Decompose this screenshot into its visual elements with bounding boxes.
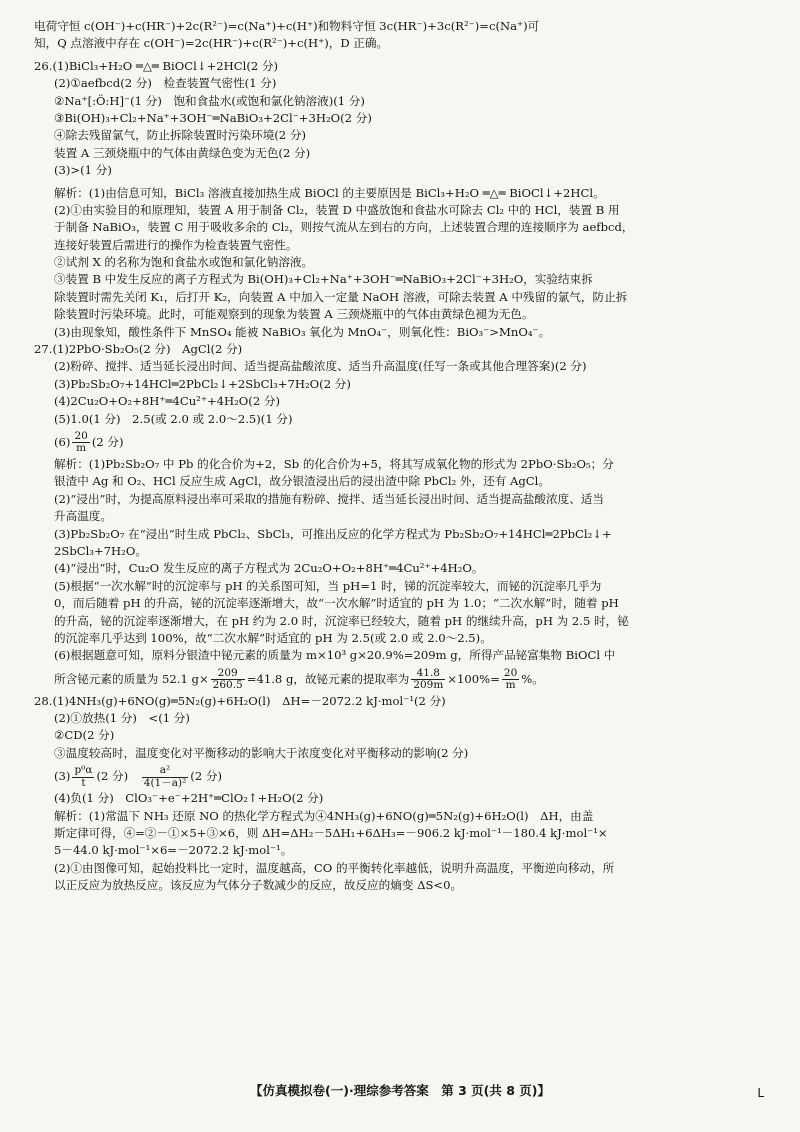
analysis-line: 除装置时需先关闭 K₁，后打开 K₂，向装置 A 中加入一定量 NaOH 溶液，可除去装置 A 中残留的氯气，防止拆 (54, 289, 628, 304)
text-line: (3)>(1 分) (54, 163, 112, 178)
text-line: 电荷守恒 c(OH⁻)+c(HR⁻)+2c(R²⁻)=c(Na⁺)+c(H⁺)和物料守恒 3c(HR⁻)+3c(R²⁻)=c(Na⁺)可 (34, 19, 540, 33)
analysis-line-fraction: 所含铋元素的质量为 52.1 g× $\frac{209}{260.5}$ =41.8 g，故铋元素的提取率为 $\frac{41.8}{209m}$ ×100%= $\frac{20}{m}$ %。 (54, 666, 544, 692)
analysis-line: 连接好装置后需进行的操作为检查装置气密性。 (54, 237, 298, 252)
analysis-line: 的沉淀率几乎达到 100%，故“二次水解”时适宜的 pH 为 2.5(或 2.0 或 2.0～2.5)。 (54, 630, 492, 645)
text-line: (4)负(1 分) ClO₃⁻+e⁻+2H⁺═ClO₂↑+H₂O(2 分) (54, 791, 324, 806)
analysis-line: 除装置时污染环境。此时，可能观察到的现象为装置 A 三颈烧瓶中的气体由黄绿色褪为无色。 (54, 307, 534, 322)
q26-heading: 26.(1)BiCl₃+H₂O ═△═ BiOCl↓+2HCl(2 分) (34, 58, 279, 73)
q28-heading: 28.(1)4NH₃(g)+6NO(g)═5N₂(g)+6H₂O(l) ΔH=－2072.2 kJ·mol⁻¹(2 分) (34, 693, 446, 708)
corner-mark: L (757, 1086, 764, 1100)
analysis-line: (6)根据题意可知，原料分银渣中铋元素的质量为 m×10³ g×20.9%=209m g，所得产品铋富集物 BiOCl 中 (54, 648, 616, 663)
fraction: $\frac{41.8}{209m}$ (413, 666, 444, 692)
text-line: (4)2Cu₂O+O₂+8H⁺═4Cu²⁺+4H₂O(2 分) (54, 394, 280, 409)
analysis-line: 以正反应为放热反应。该反应为气体分子数减少的反应，故反应的熵变 ΔS<0。 (54, 878, 463, 893)
text-line: (2)①aefbcd(2 分) 检查装置气密性(1 分) (54, 76, 277, 91)
fraction: $\frac{20}{m}$ (503, 666, 518, 692)
text-line: ②Na⁺[:Ö:H]⁻(1 分) 饱和食盐水(或饱和氯化钠溶液)(1 分) (54, 93, 365, 108)
fraction: $\frac{\text{a²}}{\text{4(1－a)²}}$ (143, 764, 187, 789)
analysis-line: ②试剂 X 的名称为饱和食盐水或饱和氯化钠溶液。 (54, 255, 314, 270)
analysis-line: (2)“浸出”时，为提高原料浸出率可采取的措施有粉碎、搅拌、适当延长浸出时间、适当提高盐酸浓度、适当 (54, 491, 604, 506)
analysis-line: 解析：(1)常温下 NH₃ 还原 NO 的热化学方程式为④4NH₃(g)+6NO(g)═5N₂(g)+6H₂O(l) ΔH，由盖 (54, 808, 594, 823)
analysis-line: 斯定律可得，④=②－①×5+③×6，则 ΔH=ΔH₂－5ΔH₁+6ΔH₃=－906.2 kJ·mol⁻¹－180.4 kJ·mol⁻¹× (54, 826, 608, 841)
analysis-line: 解析：(1)由信息可知，BiCl₃ 溶液直接加热生成 BiOCl 的主要原因是 BiCl₃+H₂O ═△═ BiOCl↓+2HCl。 (54, 185, 605, 200)
text-line: (5)1.0(1 分) 2.5(或 2.0 或 2.0～2.5)(1 分) (54, 411, 293, 426)
analysis-line: (2)①由图像可知，起始投料比一定时，温度越高，CO 的平衡转化率越低，说明升高温度，平衡逆向移动，所 (54, 860, 615, 875)
text-line: ②CD(2 分) (54, 728, 115, 743)
text-line: (3)Pb₂Sb₂O₇+14HCl═2PbCl₂↓+2SbCl₃+7H₂O(2 分) (54, 376, 351, 391)
fraction: $\frac{\text{p⁰α}}{t}$ (74, 764, 93, 789)
q27-6-answer: (6) $\frac{20}{m}$ (2 分) (54, 429, 124, 455)
analysis-line: (2)①由实验目的和原理知，装置 A 用于制备 Cl₂，装置 D 中盛放饱和食盐水可除去 Cl₂ 中的 HCl，装置 B 用 (54, 202, 620, 217)
analysis-line: 的升高，铋的沉淀率逐渐增大，在 pH 约为 2.0 时，沉淀率已经较大，随着 pH 的继续升高，pH 为 2.5 时，铋 (54, 613, 629, 628)
analysis-line: 解析：(1)Pb₂Sb₂O₇ 中 Pb 的化合价为+2，Sb 的化合价为+5，将其写成氧化物的形式为 2PbO·Sb₂O₅；分 (54, 456, 614, 471)
text-line: ③Bi(OH)₃+Cl₂+Na⁺+3OH⁻═NaBiO₃+2Cl⁻+3H₂O(2 分) (54, 110, 372, 125)
text-line: ③温度较高时，温度变化对平衡移动的影响大于浓度变化对平衡移动的影响(2 分) (54, 745, 469, 760)
analysis-line: 0，而后随着 pH 的升高，铋的沉淀率逐渐增大，故“一次水解”时适宜的 pH 为 1.0；“二次水解”时，随着 pH (54, 596, 619, 611)
q28-3-answer: (3) $\frac{\text{p⁰α}}{t}$ (2 分) $\frac{\text{a²}}{\text{4(1－a)²}}$ (2 分) (54, 764, 222, 789)
text-line: 知，Q 点溶液中存在 c(OH⁻)=2c(HR⁻)+c(R²⁻)+c(H⁺)，D 正确。 (34, 36, 389, 51)
text-line: (2)粉碎、搅拌、适当延长浸出时间、适当提高盐酸浓度、适当升高温度(任写一条或其他合理答案)(2 分) (54, 359, 587, 374)
analysis-line: (3)由现象知，酸性条件下 MnSO₄ 能被 NaBiO₃ 氧化为 MnO₄⁻，则氧化性：BiO₃⁻>MnO₄⁻。 (54, 324, 551, 339)
page-footer: 【仿真模拟卷(一)·理综参考答案 第 3 页(共 8 页)】 (250, 1083, 550, 1098)
analysis-line: (5)根据“一次水解”时的沉淀率与 pH 的关系图可知，当 pH=1 时，锑的沉淀率较大，而铋的沉淀率几乎为 (54, 578, 602, 593)
text-line: 装置 A 三颈烧瓶中的气体由黄绿色变为无色(2 分) (54, 145, 311, 160)
fraction: $\frac{20}{m}$ (74, 429, 88, 455)
answer-page (34, 18, 776, 1118)
text-line: (2)①放热(1 分) <(1 分) (54, 711, 190, 726)
analysis-line: ③装置 B 中发生反应的离子方程式为 Bi(OH)₃+Cl₂+Na⁺+3OH⁻═NaBiO₃+2Cl⁻+3H₂O，实验结束拆 (54, 272, 593, 287)
analysis-line: 2SbCl₃+7H₂O。 (54, 543, 147, 558)
analysis-line: 银渣中 Ag 和 O₂、HCl 反应生成 AgCl，故分银渣浸出后的浸出渣中除 PbCl₂ 外，还有 AgCl。 (54, 474, 550, 489)
q27-heading: 27.(1)2PbO·Sb₂O₅(2 分) AgCl(2 分) (34, 342, 243, 357)
text-line: ④除去残留氯气，防止拆除装置时污染环境(2 分) (54, 128, 306, 143)
analysis-line: 于制备 NaBiO₃，装置 C 用于吸收多余的 Cl₂，则按气流从左到右的方向，上述装置合理的连接顺序为 aefbcd， (54, 220, 634, 235)
analysis-line: 5－44.0 kJ·mol⁻¹×6=－2072.2 kJ·mol⁻¹。 (54, 843, 293, 858)
analysis-line: (4)“浸出”时，Cu₂O 发生反应的离子方程式为 2Cu₂O+O₂+8H⁺═4Cu²⁺+4H₂O。 (54, 561, 484, 576)
analysis-line: 升高温度。 (54, 509, 112, 524)
fraction: $\frac{209}{260.5}$ (212, 666, 243, 692)
analysis-line: (3)Pb₂Sb₂O₇ 在“浸出”时生成 PbCl₂、SbCl₃，可推出反应的化学方程式为 Pb₂Sb₂O₇+14HCl═2PbCl₂↓+ (54, 526, 612, 541)
